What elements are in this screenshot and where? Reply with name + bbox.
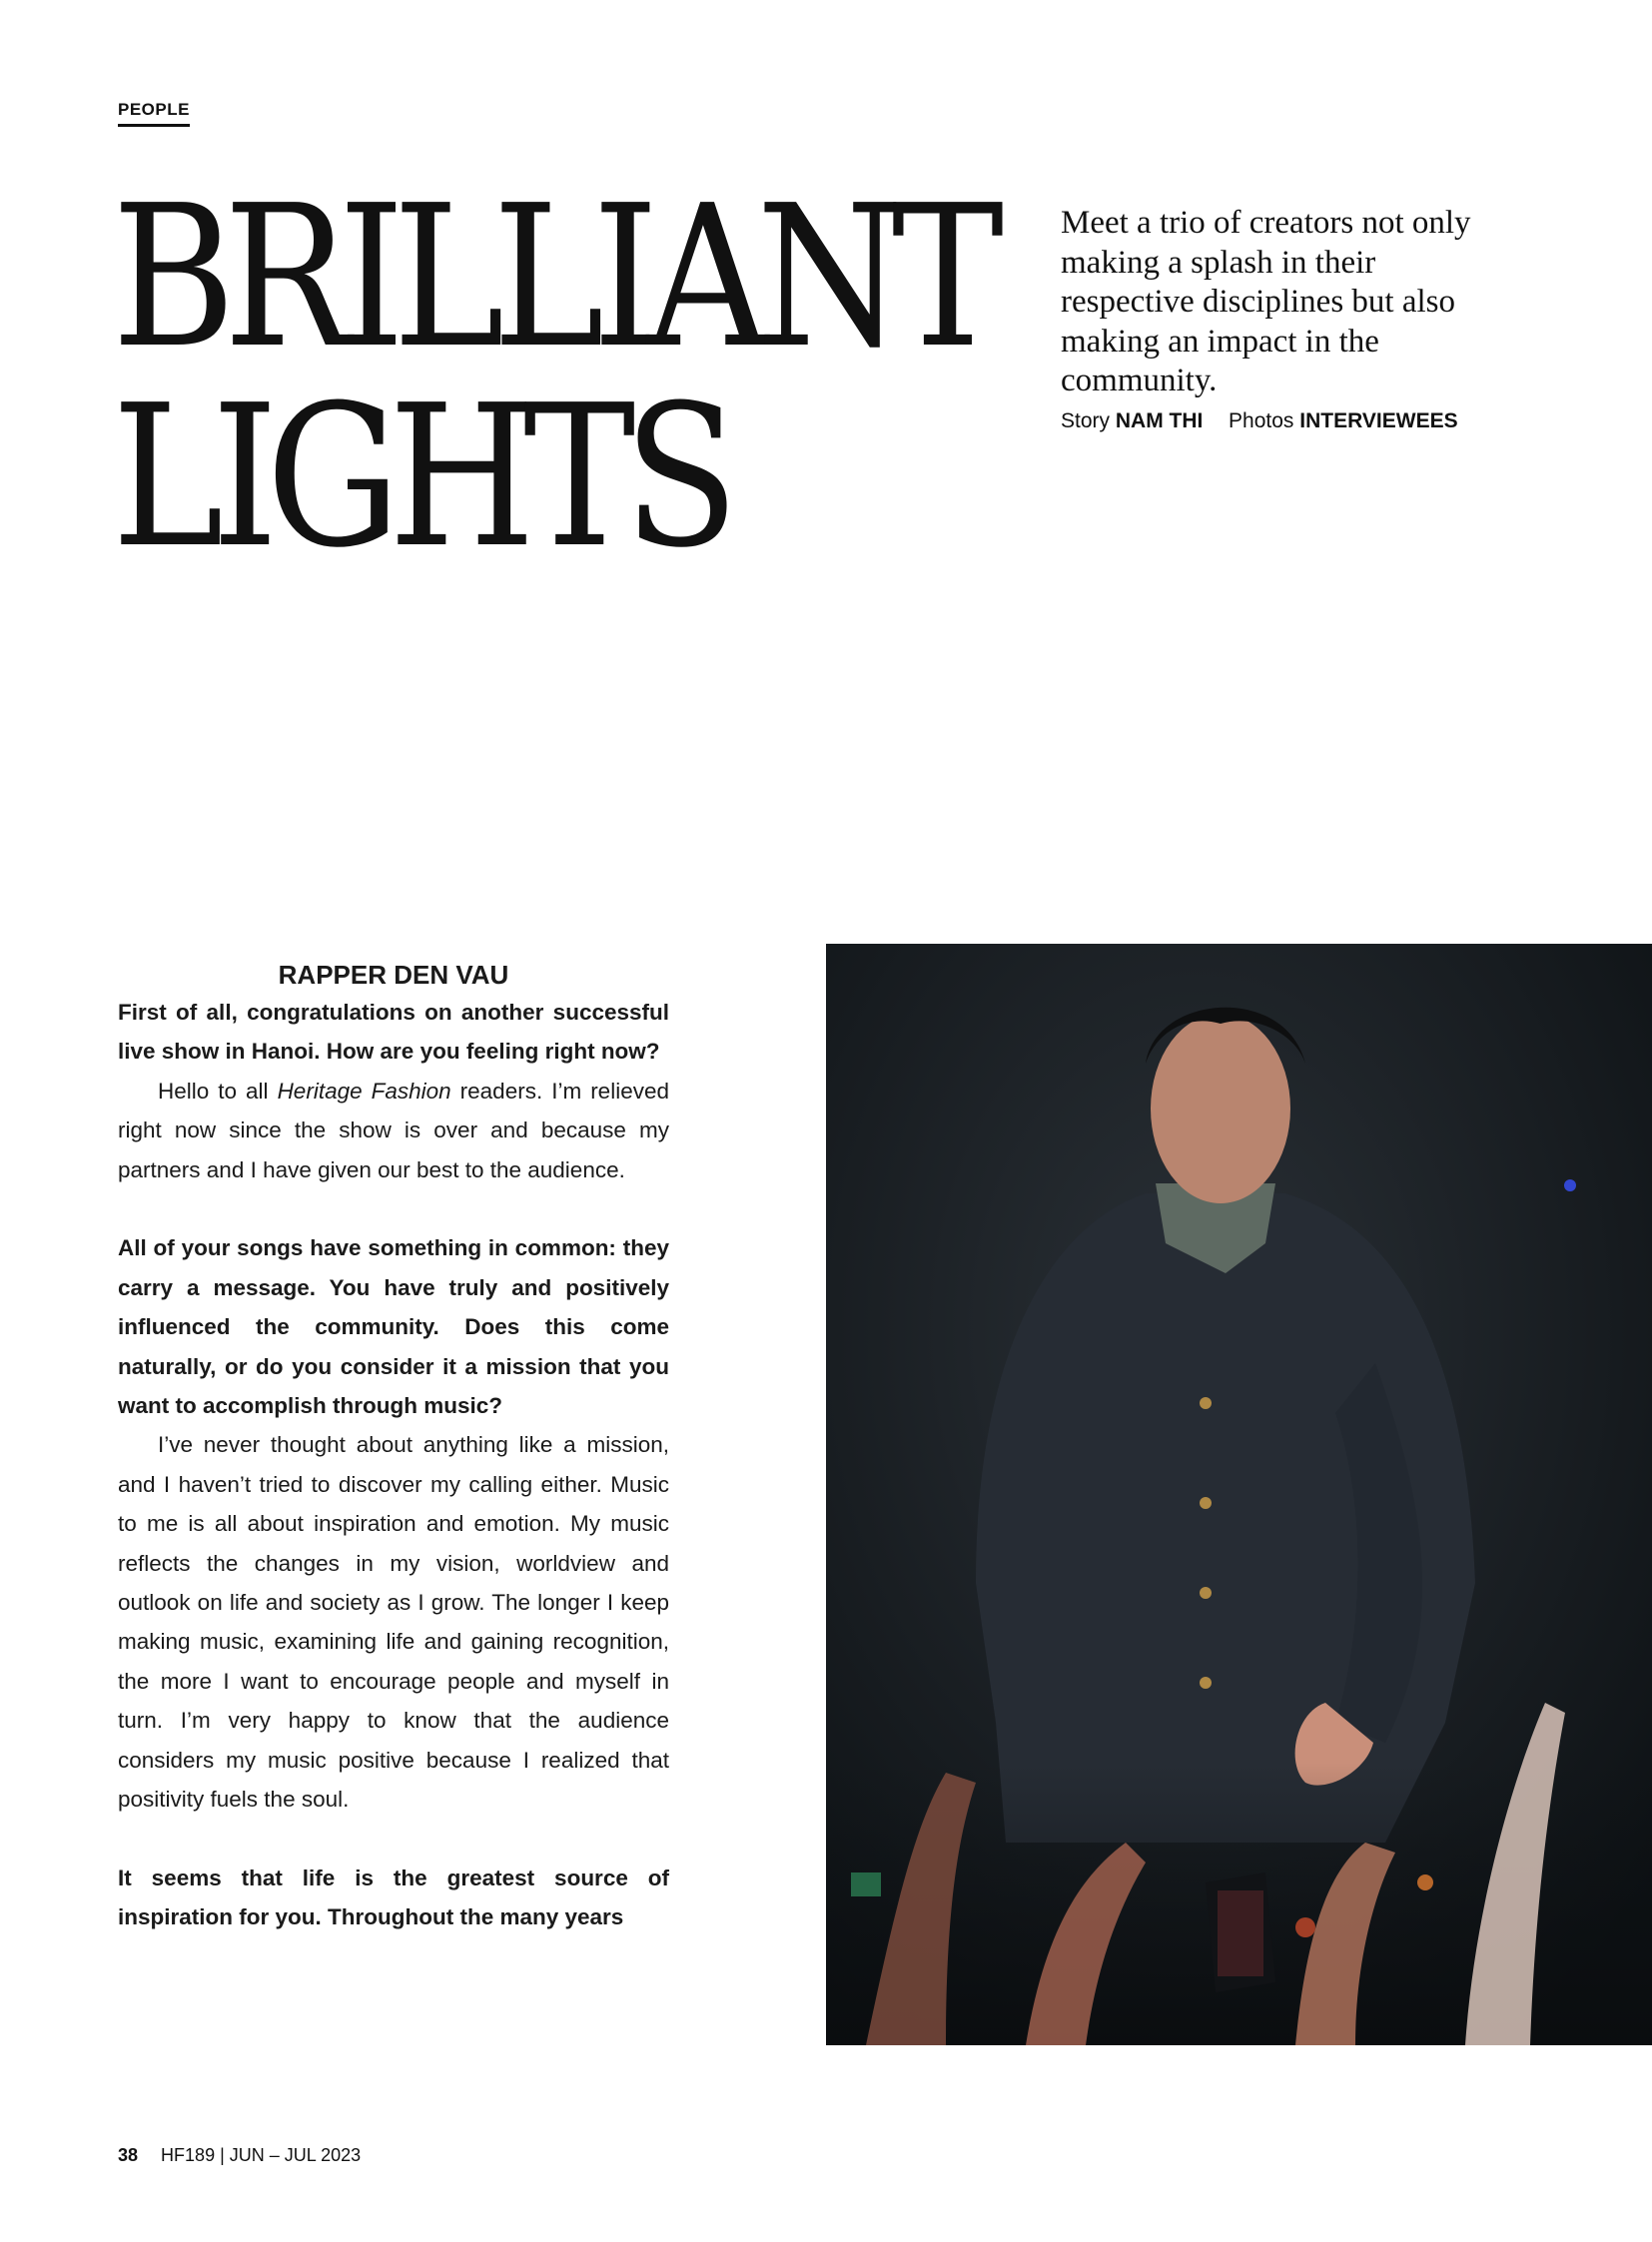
answer-1-end: readers. I’m relieved right now since the show is over and because my partners and I have given our best to the audience. (118, 1078, 669, 1182)
headline (112, 164, 993, 591)
story-label: Story (1061, 409, 1111, 432)
question-3: It seems that life is the greatest source of inspiration for you. Throughout the many years (118, 1865, 669, 1930)
story-name: NAM THI (1115, 409, 1204, 432)
deck: Meet a trio of creators not only making a splash in their respective disciplines but also making an impact in the community. (1061, 205, 1471, 398)
answer-1-start: Hello to all (158, 1078, 278, 1104)
concert-photo (826, 944, 1652, 2045)
credits (1061, 409, 1458, 433)
article-body (118, 955, 669, 1937)
page-number: 38 (118, 2145, 139, 2165)
answer-2: I’ve never thought about anything like a mission, and I haven’t tried to discover my calling either. Music to me is all about inspiration and emotion. My music reflects the changes in my vision, worldview and outlook on life and society as I grow. The longer I keep making music, examining life and gaining recognition, the more I want to encourage people and myself in turn. I’m very happy to know that the audience considers my music positive because I realized that positivity fuels the soul. (118, 1432, 669, 1813)
question-1: First of all, congratulations on another successful live show in Hanoi. How are you feeling right now? (118, 1000, 669, 1065)
magazine-name: Heritage Fashion (277, 1078, 451, 1104)
headline-line-1: BRILLIANT (112, 164, 993, 391)
page-footer (118, 2145, 361, 2166)
photos-label: Photos (1229, 409, 1294, 432)
question-2: All of your songs have something in common: they carry a message. You have truly and positively influenced the community. Does this come naturally, or do you consider it a mission that you want to accomplish through music? (118, 1235, 669, 1419)
issue-info: HF189 | JUN – JUL 2023 (161, 2145, 362, 2165)
photos-name: INTERVIEWEES (1299, 409, 1458, 432)
section-label: PEOPLE (118, 100, 190, 127)
answer-1 (118, 1072, 669, 1189)
interview-subject: RAPPER DEN VAU (278, 960, 509, 990)
headline-line-2: LIGHTS (112, 364, 727, 591)
